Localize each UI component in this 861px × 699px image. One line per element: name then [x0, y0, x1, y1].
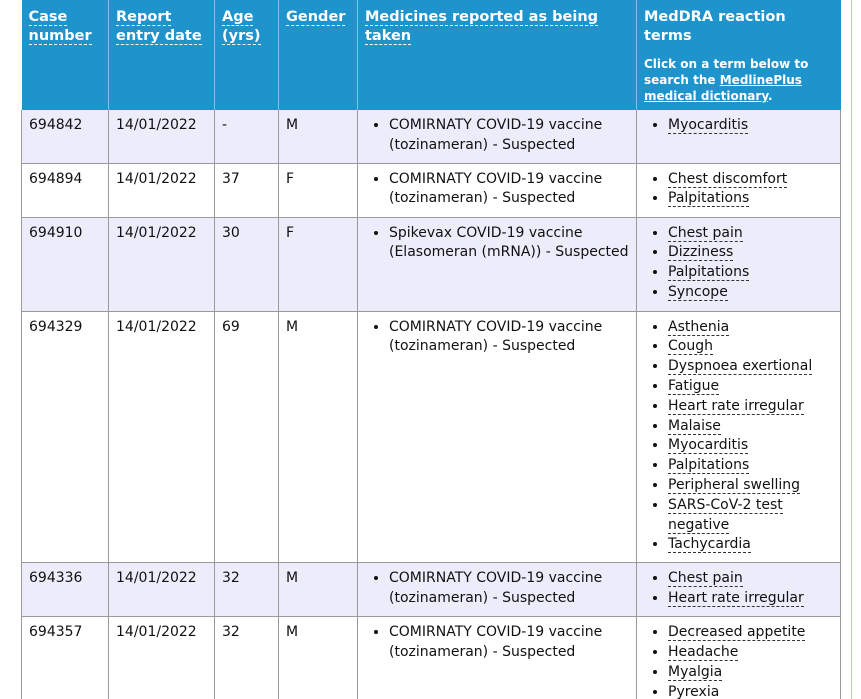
- age-cell: 32: [215, 563, 279, 617]
- report-date-cell: 14/01/2022: [109, 110, 215, 163]
- reaction-term-link[interactable]: SARS-CoV-2 test negative: [668, 496, 783, 533]
- reaction-term-link[interactable]: Heart rate irregular: [668, 397, 804, 414]
- age-cell: 30: [215, 217, 279, 311]
- reactions-list: [644, 569, 833, 609]
- reaction-term-link[interactable]: Chest pain: [668, 570, 743, 587]
- reaction-item: [668, 377, 833, 397]
- reactions-title: MedDRA reaction terms: [644, 9, 786, 44]
- reaction-item: [668, 243, 833, 263]
- reaction-item: [668, 569, 833, 589]
- gender-cell: M: [279, 617, 358, 699]
- medicines-cell: [358, 311, 637, 563]
- adverse-events-table: [21, 0, 841, 699]
- reactions-list: [644, 116, 833, 136]
- reaction-item: [668, 263, 833, 283]
- case-number-cell: 694910: [22, 217, 109, 311]
- reactions-cell: [637, 563, 841, 617]
- reaction-item: [668, 535, 833, 555]
- reaction-term-link[interactable]: Palpitations: [668, 457, 750, 474]
- gender-cell: F: [279, 163, 358, 217]
- reaction-term-link[interactable]: Headache: [668, 643, 739, 660]
- medicines-cell: [358, 563, 637, 617]
- reaction-item: [668, 357, 833, 377]
- reaction-item: [668, 337, 833, 357]
- reaction-term-link[interactable]: Myocarditis: [668, 117, 749, 133]
- table-row: [22, 110, 841, 163]
- medicine-item: • COMIRNATY COVID-19 vaccine (tozinameran) - Suspected: [389, 569, 629, 609]
- reactions-list: [644, 623, 833, 699]
- reaction-term-link[interactable]: Cough: [668, 338, 713, 355]
- header-gender[interactable]: Gender: [279, 0, 358, 110]
- reactions-cell: [637, 217, 841, 311]
- reactions-cell: [637, 163, 841, 217]
- case-number-cell: 694357: [22, 617, 109, 699]
- age-cell: -: [215, 110, 279, 163]
- reaction-term-link[interactable]: Chest discomfort: [668, 170, 788, 187]
- reaction-term-link[interactable]: Malaise: [668, 417, 721, 434]
- reactions-cell: [637, 311, 841, 563]
- reaction-term-link[interactable]: Heart rate irregular: [668, 589, 804, 606]
- reactions-list: [644, 318, 833, 556]
- reaction-item: [668, 589, 833, 609]
- table-row: [22, 617, 841, 699]
- reaction-term-link[interactable]: Palpitations: [668, 190, 750, 207]
- reaction-item: [668, 417, 833, 437]
- header-case-number[interactable]: Case number: [22, 0, 109, 110]
- reactions-list: [644, 224, 833, 303]
- reaction-term-link[interactable]: Dyspnoea exertional: [668, 358, 813, 375]
- reactions-hint: Click on a term below to search the MedlinePlus medical dictionary.: [644, 57, 809, 103]
- reactions-cell: [637, 617, 841, 699]
- reaction-item: [668, 456, 833, 476]
- table-header-row: [22, 0, 841, 110]
- medicine-item: • COMIRNATY COVID-19 vaccine (tozinameran) - Suspected: [389, 318, 629, 358]
- report-date-cell: 14/01/2022: [109, 217, 215, 311]
- reaction-item: [668, 318, 833, 338]
- medicines-list: [365, 318, 629, 358]
- case-number-cell: 694842: [22, 110, 109, 163]
- reaction-item: [668, 476, 833, 496]
- reaction-term-link[interactable]: Fatigue: [668, 377, 720, 394]
- age-cell: 37: [215, 163, 279, 217]
- gender-cell: M: [279, 110, 358, 163]
- medicines-cell: [358, 217, 637, 311]
- reaction-item: [668, 224, 833, 244]
- reaction-term-link[interactable]: Pyrexia: [668, 683, 720, 699]
- reaction-item: [668, 683, 833, 699]
- table-row: [22, 217, 841, 311]
- medicines-list: [365, 224, 629, 264]
- report-date-cell: 14/01/2022: [109, 311, 215, 563]
- reaction-item: [668, 436, 833, 456]
- reaction-item: [668, 623, 833, 643]
- case-number-cell: 694329: [22, 311, 109, 563]
- reaction-item: [668, 283, 833, 303]
- header-report-entry-date[interactable]: Report entry date: [109, 0, 215, 110]
- medicines-list: [365, 623, 629, 663]
- gender-cell: M: [279, 563, 358, 617]
- medicine-item: • COMIRNATY COVID-19 vaccine (tozinameran) - Suspected: [389, 116, 629, 156]
- reaction-term-link[interactable]: Dizziness: [668, 244, 734, 261]
- age-cell: 32: [215, 617, 279, 699]
- table-row: [22, 163, 841, 217]
- report-date-cell: 14/01/2022: [109, 617, 215, 699]
- medicines-list: [365, 116, 629, 156]
- reaction-term-link[interactable]: Tachycardia: [668, 536, 751, 553]
- reaction-item: [668, 496, 833, 536]
- medlineplus-link[interactable]: MedlinePlus medical dictionary: [644, 73, 802, 103]
- medicines-list: [365, 569, 629, 609]
- case-number-cell: 694336: [22, 563, 109, 617]
- header-medicines[interactable]: Medicines reported as being taken: [358, 0, 637, 110]
- medicines-cell: [358, 163, 637, 217]
- reaction-term-link[interactable]: Asthenia: [668, 318, 730, 335]
- report-date-cell: 14/01/2022: [109, 563, 215, 617]
- table-body: [22, 110, 841, 699]
- report-date-cell: 14/01/2022: [109, 163, 215, 217]
- reaction-term-link[interactable]: Syncope: [668, 283, 728, 300]
- medicine-item: • COMIRNATY COVID-19 vaccine (tozinameran) - Suspected: [389, 623, 629, 663]
- reaction-item: [668, 116, 833, 136]
- gender-cell: F: [279, 217, 358, 311]
- reaction-item: [668, 397, 833, 417]
- medicines-list: [365, 170, 629, 210]
- medicine-item: • Spikevax COVID-19 vaccine (Elasomeran (mRNA)) - Suspected: [389, 224, 629, 264]
- reaction-term-link[interactable]: Peripheral swelling: [668, 476, 801, 493]
- reaction-term-link[interactable]: Palpitations: [668, 264, 750, 281]
- reaction-item: [668, 170, 833, 190]
- reaction-term-link[interactable]: Chest pain: [668, 224, 743, 241]
- table-row: [22, 563, 841, 617]
- medicines-cell: [358, 110, 637, 163]
- reactions-list: [644, 170, 833, 210]
- reaction-item: [668, 663, 833, 683]
- medicines-cell: [358, 617, 637, 699]
- reactions-cell: [637, 110, 841, 163]
- gender-cell: M: [279, 311, 358, 563]
- table-row: [22, 311, 841, 563]
- reaction-term-link[interactable]: Decreased appetite: [668, 624, 806, 641]
- case-number-cell: 694894: [22, 163, 109, 217]
- header-reactions: [637, 0, 841, 110]
- reaction-item: [668, 643, 833, 663]
- reaction-term-link[interactable]: Myalgia: [668, 663, 723, 680]
- reaction-term-link[interactable]: Myocarditis: [668, 437, 749, 454]
- reaction-item: [668, 189, 833, 209]
- header-age[interactable]: Age (yrs): [215, 0, 279, 110]
- age-cell: 69: [215, 311, 279, 563]
- medicine-item: • COMIRNATY COVID-19 vaccine (tozinameran) - Suspected: [389, 170, 629, 210]
